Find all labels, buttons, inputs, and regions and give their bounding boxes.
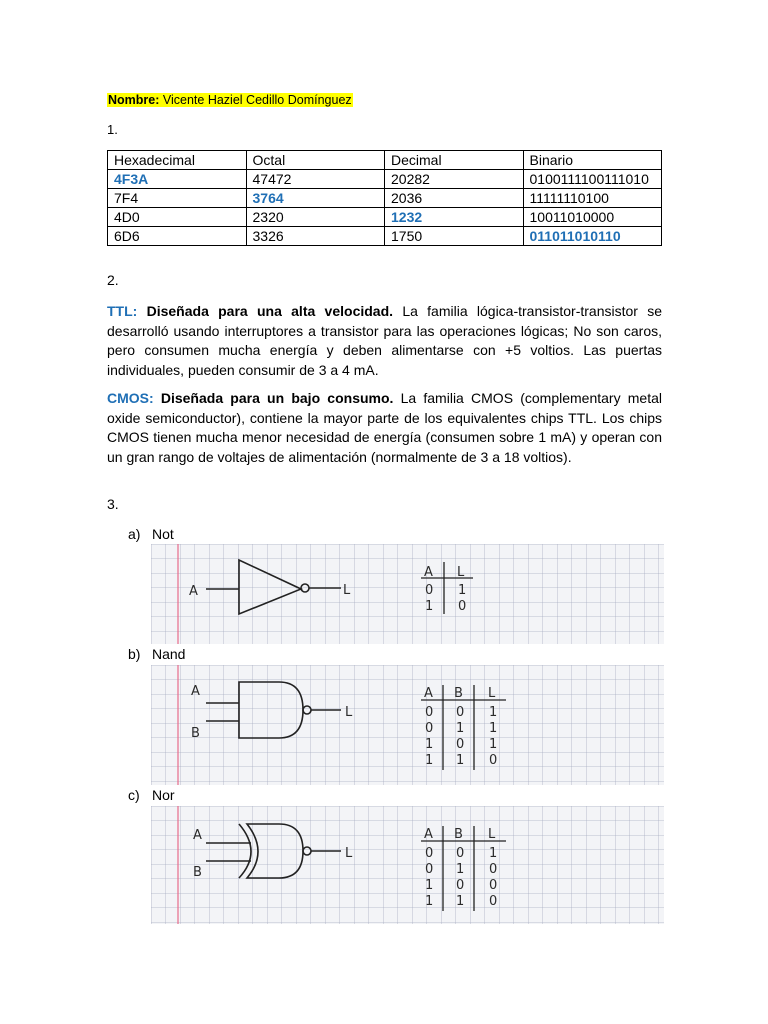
truth-cell: 0	[456, 737, 465, 752]
nor-gate-photo	[151, 806, 664, 924]
truth-cell: 0	[489, 878, 498, 893]
truth-cell: 0	[425, 721, 434, 736]
truth-header: B	[454, 827, 463, 842]
answer-cell: 3764	[246, 189, 385, 208]
table-cell: 1750	[385, 227, 524, 246]
subitem-nor-heading	[128, 787, 175, 803]
truth-cell: 1	[425, 753, 434, 768]
table-cell: 20282	[385, 170, 524, 189]
truth-cell: 0	[425, 846, 434, 861]
truth-cell: 0	[489, 862, 498, 877]
ttl-label: TTL:	[107, 303, 138, 319]
table-cell: 4D0	[108, 208, 247, 227]
truth-cell: 0	[456, 878, 465, 893]
ttl-text: La familia lógica-transistor-transistor se desarrolló usando interruptores a transistor para las operaciones lógicas; No son caros, pero consumen mucha energía y deben alimentarse con +5 voltios. Las puertas individuales, pueden consumir de 3 a 4 mA.	[107, 303, 663, 378]
table-row	[108, 170, 662, 189]
truth-header: A	[424, 827, 433, 842]
truth-cell: 1	[456, 894, 465, 909]
table-cell: 10011010000	[523, 208, 662, 227]
table-cell: 2036	[385, 189, 524, 208]
truth-cell: 0	[489, 753, 498, 768]
truth-cell: 0	[456, 705, 465, 720]
subitem-not-heading	[128, 526, 174, 542]
truth-cell: 1	[489, 705, 498, 720]
subitem-letter: a)	[128, 526, 141, 542]
truth-header: L	[488, 827, 496, 842]
conversion-table	[107, 150, 662, 246]
gate-output-label: L	[345, 705, 353, 720]
table-row	[108, 189, 662, 208]
truth-cell: 1	[425, 894, 434, 909]
answer-cell: 011011010110	[523, 227, 662, 246]
question-2-number: 2.	[107, 272, 119, 288]
header-cell: Hexadecimal	[108, 151, 247, 170]
truth-cell: 0	[456, 846, 465, 861]
truth-cell: 0	[458, 599, 467, 614]
truth-header: A	[424, 686, 433, 701]
cmos-text: La familia CMOS (complementary metal oxide semiconductor), contiene la mayor parte de los equivalentes chips TTL. Los chips CMOS tienen mucha menor necesidad de energía (consumen sobre 1 mA) y operan con un gran rango de voltajes de alimentación (normalmente de 3 a 18 voltios).	[107, 390, 662, 465]
name-value: Vicente Haziel Cedillo Domínguez	[162, 93, 352, 107]
truth-cell: 1	[489, 846, 498, 861]
gate-input-label: B	[191, 726, 200, 741]
truth-cell: 0	[425, 583, 434, 598]
answer-cell: 1232	[385, 208, 524, 227]
subitem-letter: b)	[128, 646, 141, 662]
table-cell: 47472	[246, 170, 385, 189]
truth-header: B	[454, 686, 463, 701]
truth-cell: 1	[489, 737, 498, 752]
header-cell: Binario	[523, 151, 662, 170]
gate-input-label: A	[191, 684, 200, 699]
truth-cell: 0	[425, 705, 434, 720]
cmos-label: CMOS:	[107, 390, 154, 406]
truth-cell: 1	[456, 721, 465, 736]
gate-output-label: L	[343, 583, 351, 598]
header-cell: Decimal	[385, 151, 524, 170]
truth-header: L	[457, 565, 465, 580]
truth-cell: 0	[489, 894, 498, 909]
name-label: Nombre:	[108, 93, 160, 107]
table-header-row	[108, 151, 662, 170]
cmos-paragraph	[107, 389, 662, 467]
gate-output-label: L	[345, 846, 353, 861]
truth-cell: 1	[456, 753, 465, 768]
answer-cell: 4F3A	[108, 170, 247, 189]
subitem-nand-heading	[128, 646, 185, 662]
table-cell: 6D6	[108, 227, 247, 246]
question-3-number: 3.	[107, 496, 119, 512]
header-cell: Octal	[246, 151, 385, 170]
gate-input-label: A	[189, 584, 198, 599]
table-cell: 2320	[246, 208, 385, 227]
subitem-title: Nand	[152, 646, 186, 662]
cmos-headline: Diseñada para un bajo consumo.	[160, 390, 394, 406]
table-row	[108, 208, 662, 227]
truth-cell: 1	[425, 599, 434, 614]
truth-cell: 1	[458, 583, 467, 598]
name-highlight	[107, 93, 353, 107]
truth-cell: 1	[456, 862, 465, 877]
truth-cell: 1	[489, 721, 498, 736]
truth-cell: 0	[425, 862, 434, 877]
truth-header: L	[488, 686, 496, 701]
ttl-headline: Diseñada para una alta velocidad.	[146, 303, 394, 319]
student-name-line	[107, 92, 353, 108]
gate-input-label: A	[193, 828, 202, 843]
truth-cell: 1	[425, 878, 434, 893]
ttl-paragraph	[107, 302, 662, 380]
gate-input-label: B	[193, 865, 202, 880]
table-cell: 7F4	[108, 189, 247, 208]
truth-cell: 1	[425, 737, 434, 752]
subitem-title: Not	[152, 526, 174, 542]
table-cell: 11111110100	[523, 189, 662, 208]
subitem-letter: c)	[128, 787, 140, 803]
subitem-title: Nor	[152, 787, 175, 803]
table-row	[108, 227, 662, 246]
not-gate-photo	[151, 544, 664, 644]
table-cell: 0100111100111010	[523, 170, 662, 189]
truth-header: A	[424, 565, 433, 580]
question-1-number: 1.	[107, 122, 118, 137]
nand-gate-photo	[151, 665, 664, 785]
table-cell: 3326	[246, 227, 385, 246]
